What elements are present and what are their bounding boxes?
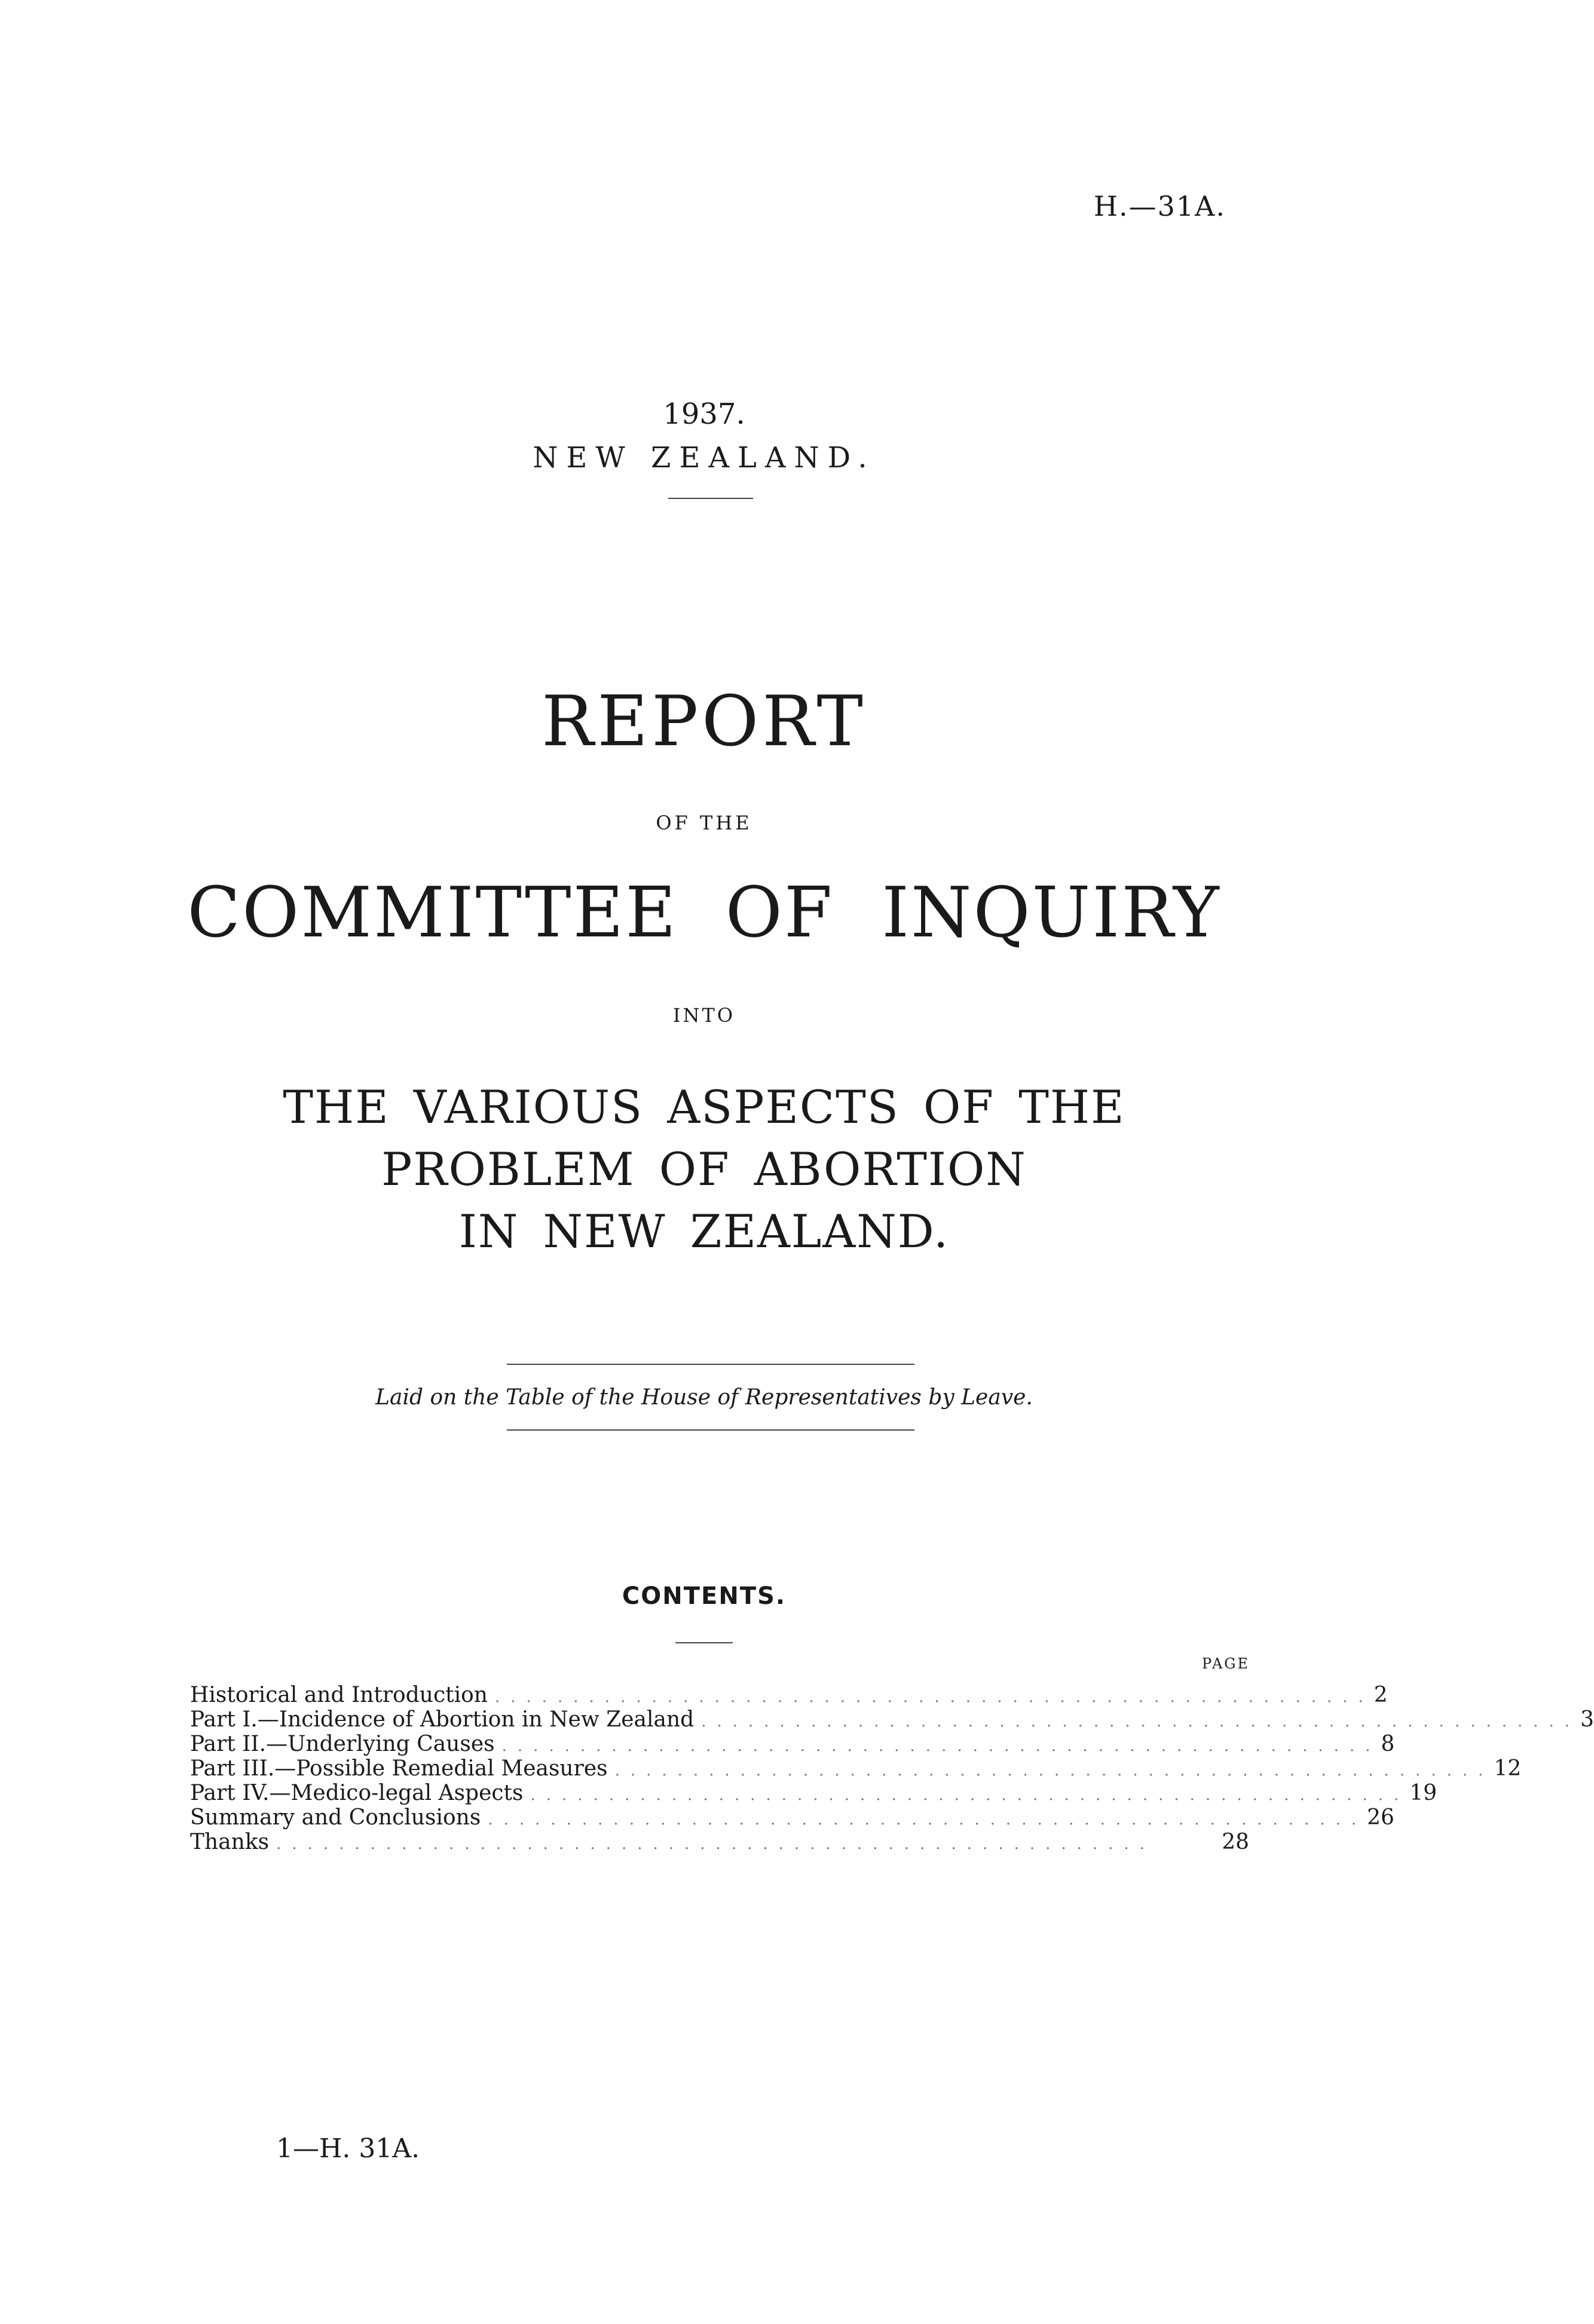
page-column-label: PAGE <box>1202 1655 1250 1672</box>
toc-entry-page: 3 <box>1580 1707 1594 1732</box>
paper-code: H.—31A. <box>1093 190 1226 222</box>
toc-entry-page: 26 <box>1367 1805 1394 1830</box>
subject-line: PROBLEM OF ABORTION <box>381 1143 1027 1196</box>
footer-signature: 1—H. 31A. <box>276 2133 420 2164</box>
toc-entry-label: Part I.—Incidence of Abortion in New Zealand <box>190 1707 694 1732</box>
country-heading: NEW ZEALAND. <box>533 441 876 474</box>
toc-entry-page: 12 <box>1494 1756 1522 1781</box>
toc-entry-page: 8 <box>1381 1732 1395 1756</box>
report-title: REPORT <box>541 681 867 762</box>
toc-entry-page: 28 <box>1222 1830 1249 1854</box>
toc-leader: ........................................................ <box>494 1688 1374 1706</box>
contents-rule <box>675 1642 733 1643</box>
table-of-contents <box>190 1683 1594 1854</box>
subject-line: THE VARIOUS ASPECTS OF THE <box>283 1080 1125 1134</box>
toc-leader: ........................................................ <box>488 1811 1367 1829</box>
toc-entry <box>190 1805 1394 1830</box>
of-the-caption: OF THE <box>656 812 752 834</box>
toc-entry-page: 2 <box>1373 1683 1388 1707</box>
into-caption: INTO <box>672 1004 736 1027</box>
toc-entry-page: 19 <box>1409 1781 1437 1805</box>
toc-leader: ........................................................ <box>614 1762 1494 1780</box>
toc-entry <box>190 1683 1388 1707</box>
toc-leader: ........................................................ <box>501 1737 1381 1755</box>
toc-leader: ........................................................ <box>276 1835 1155 1853</box>
year: 1937. <box>663 397 745 431</box>
committee-title: COMMITTEE OF INQUIRY <box>187 872 1221 953</box>
toc-entry <box>190 1756 1522 1781</box>
subject-line: IN NEW ZEALAND. <box>458 1205 950 1258</box>
laid-note: Laid on the Table of the House of Representatives by Leave. <box>375 1385 1033 1410</box>
toc-entry-label: Summary and Conclusions <box>190 1805 481 1830</box>
toc-entry-label: Part IV.—Medico-legal Aspects <box>190 1781 524 1805</box>
toc-entry <box>190 1781 1437 1805</box>
masthead-rule <box>668 498 753 499</box>
laid-rule-bottom <box>507 1429 914 1431</box>
toc-entry-label: Thanks <box>190 1830 270 1854</box>
toc-leader: ........................................................ <box>530 1786 1410 1804</box>
toc-leader: ........................................................ <box>701 1713 1581 1731</box>
toc-entry-label: Part II.—Underlying Causes <box>190 1732 495 1756</box>
toc-entry <box>190 1732 1395 1756</box>
toc-entry-label: Historical and Introduction <box>190 1683 488 1707</box>
laid-rule-top <box>507 1364 914 1365</box>
toc-entry-label: Part III.—Possible Remedial Measures <box>190 1756 608 1781</box>
toc-entry <box>190 1830 1249 1854</box>
contents-heading: CONTENTS. <box>622 1582 787 1610</box>
toc-entry <box>190 1707 1594 1732</box>
